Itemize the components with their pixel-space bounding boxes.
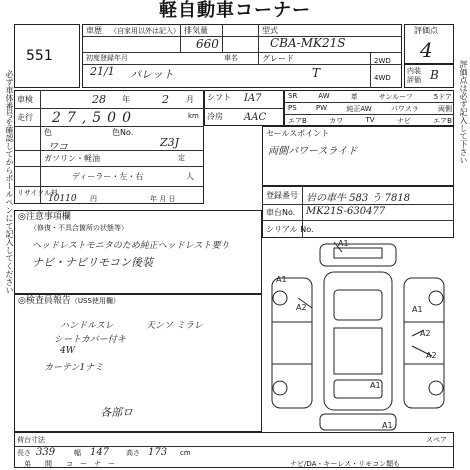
equipment-row-3 [288, 116, 452, 126]
damage-label: A2 [420, 329, 431, 338]
equipment-label: 5ドア [433, 93, 452, 101]
label-sales-point: セールスポイント [266, 129, 330, 138]
label-length: 長さ [17, 449, 31, 457]
damage-label: A1 [412, 305, 423, 314]
damage-label: A1 [370, 381, 381, 390]
label-notes: ◎注意事項欄 [18, 212, 71, 222]
inspector-note-bottom: 各部ロ [100, 406, 133, 419]
lot-number: 551 [26, 48, 53, 64]
label-width: 幅 [74, 449, 81, 457]
label-model: 型式 [262, 26, 278, 35]
label-2wd: 2WD [374, 57, 391, 65]
label-yen: 円 [90, 195, 97, 203]
damage-label: A2 [426, 351, 437, 360]
car-left-side [272, 278, 312, 408]
notes-line-1: ヘッドレストモニタのため純正ヘッドレスト要り [32, 241, 230, 251]
footer-bottom-left: 弟 間 コ ー ナ ー [24, 460, 115, 468]
label-inspector: ◎検査員報告（USS使用欄） [18, 296, 120, 306]
equipment-label: エアB [433, 117, 452, 125]
page-title: 軽自動車コーナー [159, 0, 311, 21]
equipment-label: カワ [329, 117, 344, 125]
equipment-row-2 [288, 104, 452, 114]
car-diagram [262, 238, 454, 432]
displacement-value: 660 [196, 37, 219, 51]
label-recycle: リサイクル料 [17, 189, 59, 197]
car-front-view [320, 244, 396, 266]
interior-score: B [430, 68, 439, 82]
label-4wd: 4WD [374, 74, 391, 82]
equipment-label: エアB [288, 117, 307, 125]
recycle-value: 10110 [48, 194, 77, 204]
front-grille [334, 248, 382, 258]
roof [334, 328, 382, 374]
mileage-value: 27,500 [52, 110, 137, 126]
inspection-year: 28 [92, 93, 106, 106]
equipment-label: AW [318, 92, 330, 100]
label-serial: シリアル No. [266, 225, 314, 234]
label-year: 年 [122, 95, 130, 104]
label-month: 月 [186, 95, 194, 104]
equipment-label: PS [288, 104, 297, 112]
equipment-label: 革 [350, 93, 358, 101]
equipment-label: 両側 [437, 105, 452, 113]
first-reg-value: 21/1 [90, 65, 115, 78]
reg-value: 岩の車牛 583 う 7818 [306, 193, 411, 204]
right-vertical-note: 評価点は必ず記入して下さい [459, 60, 468, 164]
damage-label: A1 [338, 239, 349, 248]
wheel-rr [429, 381, 443, 395]
inspection-month: 2 [162, 93, 169, 106]
label-ac: 冷房 [207, 112, 223, 121]
label-maker: 車歴 [86, 26, 102, 35]
footer-bottom-right: ナビ/DA・キーレス・リモコン類も [290, 460, 401, 468]
windshield [334, 290, 382, 320]
notes-box [14, 210, 262, 294]
color-no-value: Z3J [160, 136, 180, 149]
notes-line-2: ナビ・ナビリモコン後装 [32, 256, 153, 269]
evaluation-score: 4 [420, 38, 433, 62]
damage-label: A2 [296, 303, 307, 312]
equipment-label: パワスラ [390, 105, 419, 113]
wheel-lf [273, 291, 287, 305]
label-evaluation: 評価点 [414, 26, 438, 35]
model-value: CBA-MK21S [270, 36, 346, 50]
label-color: 色 [44, 128, 52, 137]
sales-point-value: 両側パワースライド [268, 146, 358, 157]
label-chassis: 車台No. [266, 208, 296, 217]
inspector-line-1: ハンドルスレ [60, 321, 114, 331]
label-fixed: 定 [178, 154, 185, 162]
damage-label: A1 [276, 275, 287, 284]
label-reg: 登録番号 [266, 191, 298, 200]
length-value: 339 [36, 447, 56, 458]
label-cargo: 荷台寸法 [17, 436, 45, 444]
color-value: ワコ [48, 142, 68, 153]
wheel-lr [273, 381, 287, 395]
label-notes-sub: （修復・不具合箇所の状態等） [30, 224, 128, 232]
label-dealer: ディーラー・左・右 [72, 172, 144, 181]
label-date: 年 月 日 [150, 195, 176, 203]
label-shift: シフト [207, 93, 231, 102]
chassis-value: MK21S-630477 [306, 206, 386, 217]
notes-bullet-icon: ◎ [18, 212, 26, 222]
equipment-label: TV [365, 116, 375, 124]
label-capacity: 人 [186, 172, 194, 181]
ac-value: AAC [244, 112, 267, 123]
label-unit: cm [180, 449, 191, 457]
damage-label: A1 [382, 421, 393, 430]
label-inspection: 車検 [17, 95, 33, 104]
inspector-note-right: 天ンソ ミラレ [146, 321, 203, 331]
car-right-side [404, 278, 444, 408]
label-owner: （自家用以外は記入） [110, 27, 180, 35]
spare-label: スペア [426, 436, 447, 444]
wheel-rf [429, 291, 443, 305]
inspector-line-2: シートカバー付キ [54, 335, 126, 345]
label-km: km [188, 112, 199, 120]
inspector-bullet-icon: ◎ [18, 296, 26, 306]
label-name: 車名 [224, 54, 238, 62]
inspector-line-4: カーテン1ナミ [44, 363, 104, 373]
equipment-label: PW [315, 104, 328, 112]
height-value: 173 [148, 447, 168, 458]
equipment-label: 純正AW [346, 105, 372, 113]
equipment-label: ナビ [396, 117, 411, 125]
equipment-label: SR [288, 92, 298, 100]
shift-value: IA7 [244, 93, 262, 104]
grade-value: T [312, 66, 321, 80]
width-value: 147 [90, 447, 110, 458]
equipment-row-1 [288, 92, 452, 102]
label-color-no: 色No. [112, 128, 134, 137]
inspector-line-3: 4W [60, 346, 75, 356]
label-fuel: ガソリン・軽油 [44, 154, 100, 163]
car-name-value: パレット [130, 68, 174, 81]
label-mileage: 走行 [17, 113, 33, 122]
label-interior: 内装 [407, 67, 421, 75]
label-height: 高さ [126, 449, 140, 457]
label-grade: グレード [262, 54, 294, 63]
equipment-label: サンルーフ [378, 93, 413, 101]
label-displacement: 排気量 [184, 26, 208, 35]
label-first-reg: 初度登録年月 [86, 54, 128, 62]
left-vertical-note: 必ず車体番号を確認してからボールペンにて記入してください [5, 70, 14, 294]
label-eval: 評価 [407, 76, 421, 84]
